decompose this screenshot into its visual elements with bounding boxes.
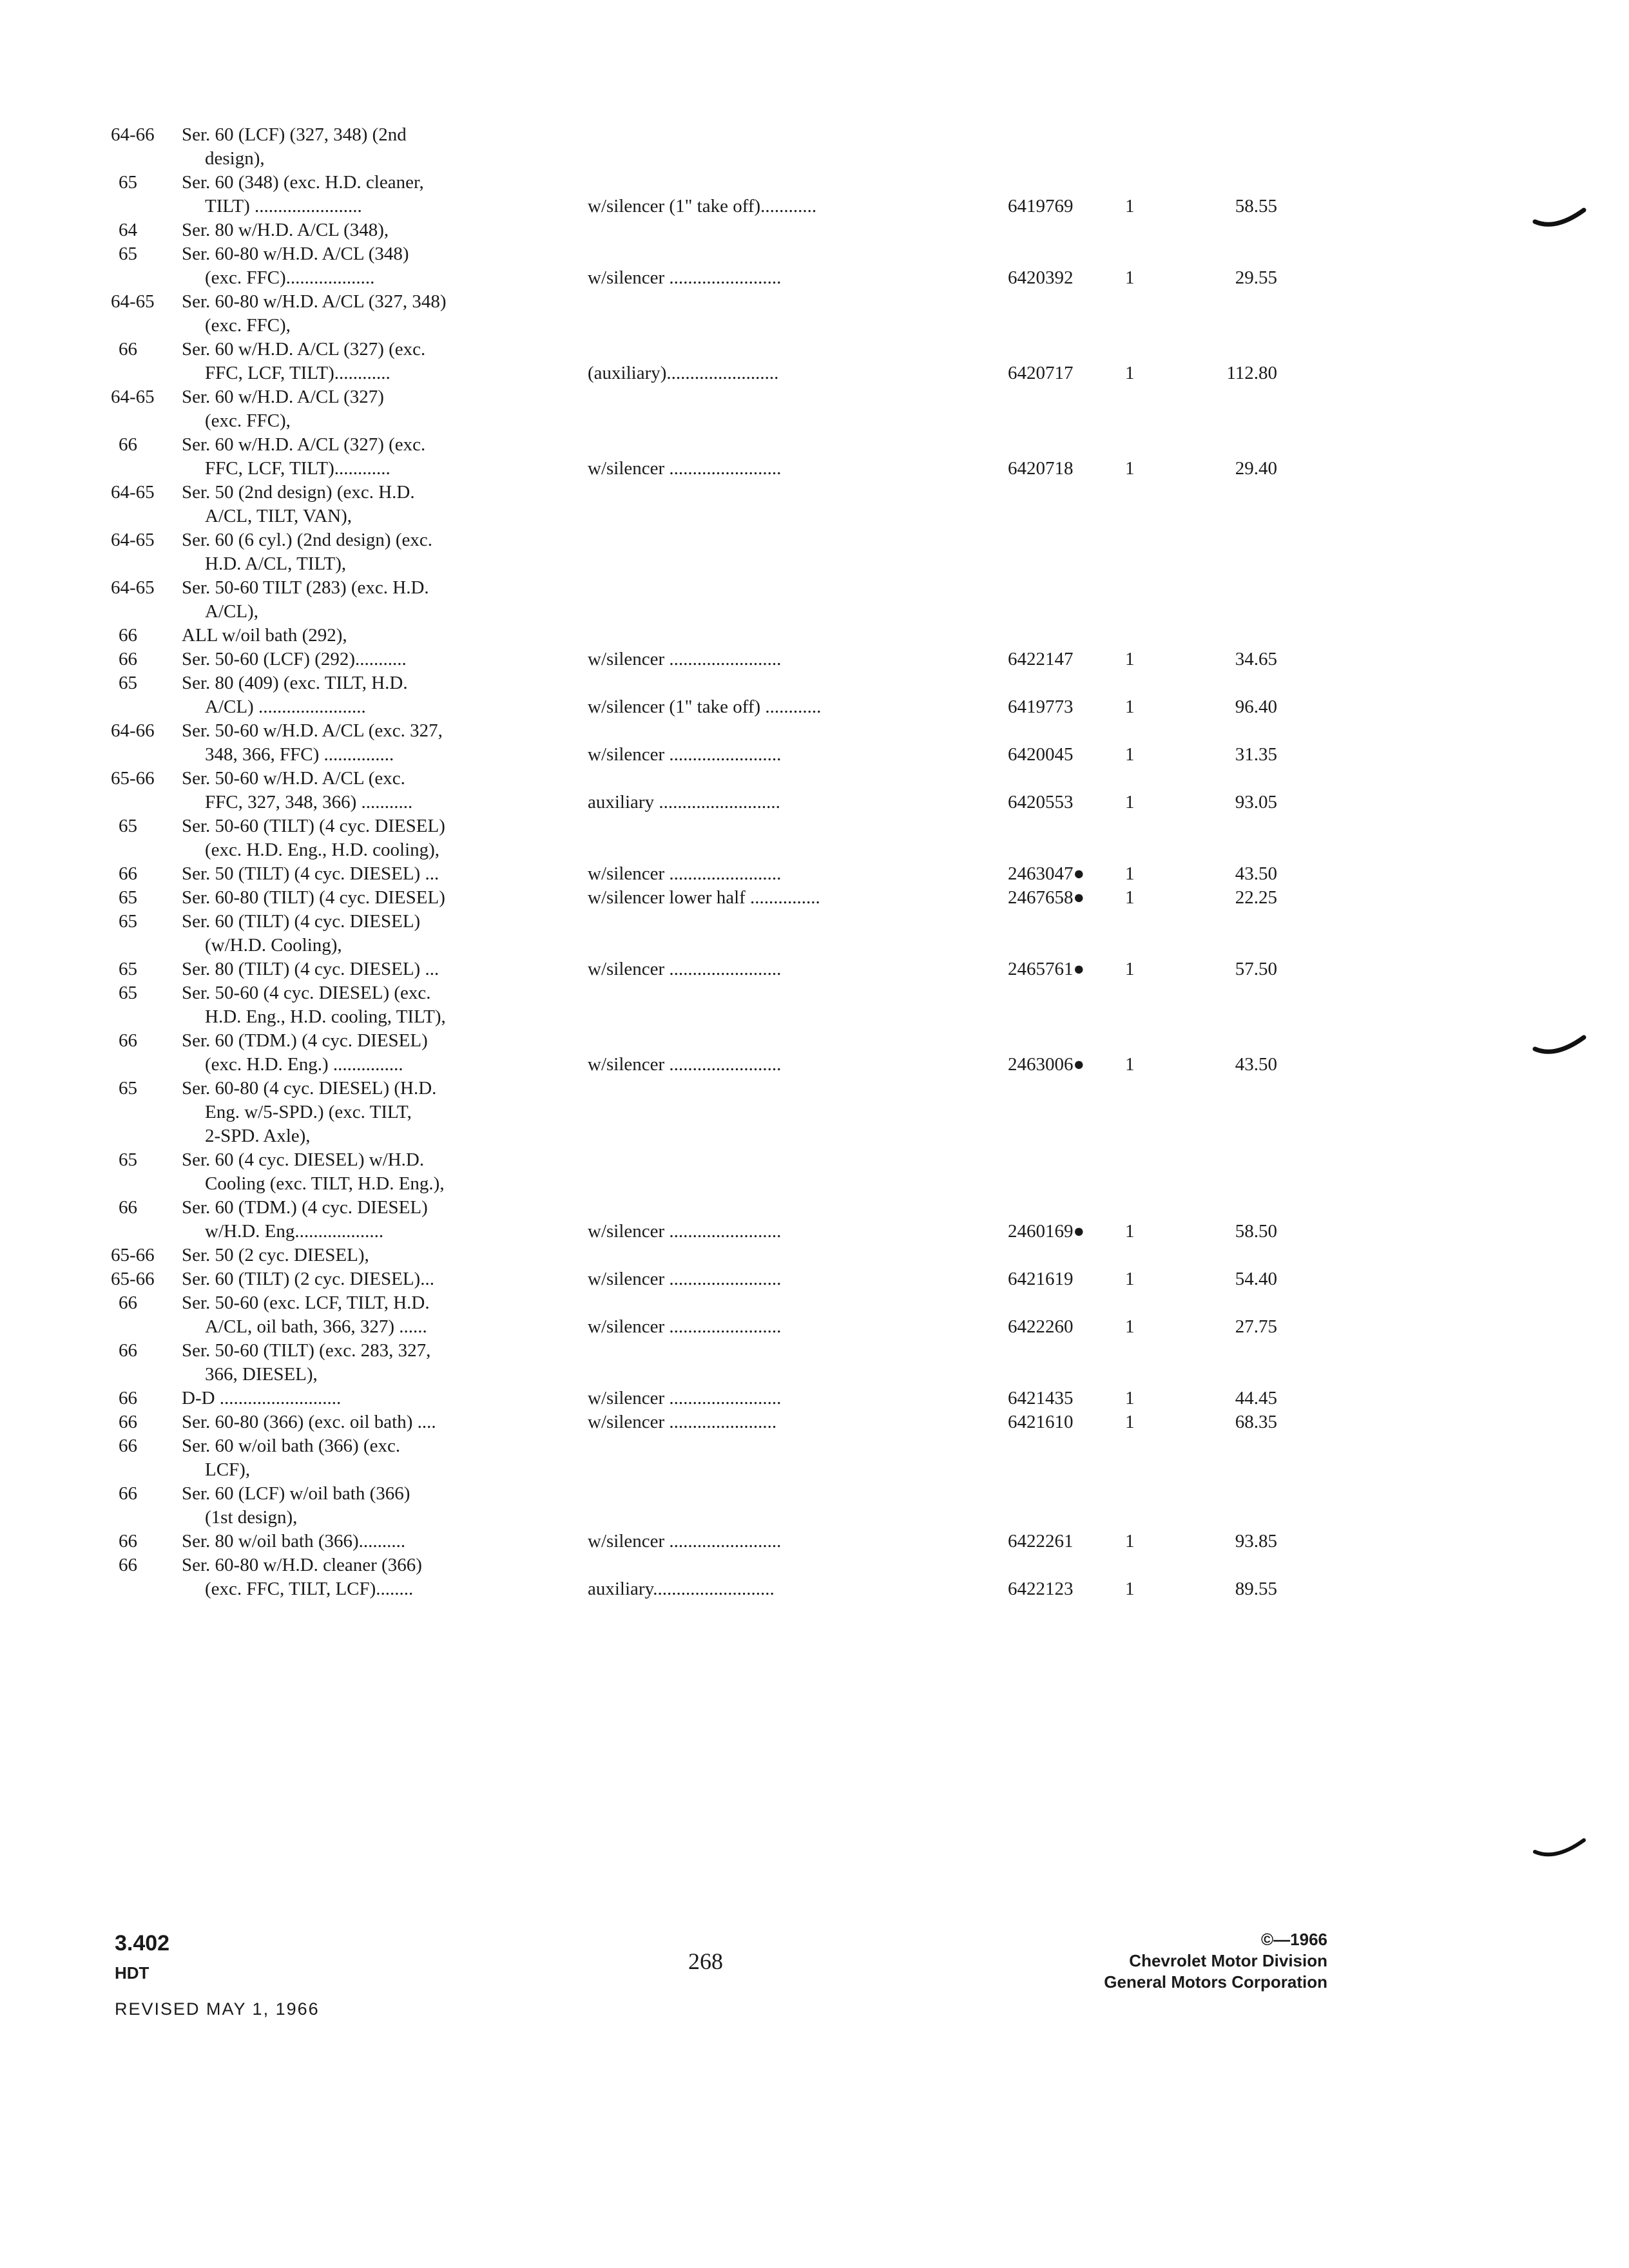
- model-year: 65: [119, 983, 137, 1003]
- application-description: H.D. Eng., H.D. cooling, TILT),: [205, 1006, 446, 1027]
- application-description: design),: [205, 148, 265, 169]
- part-number: 6421610: [1008, 1412, 1074, 1432]
- model-year: 66: [119, 434, 137, 455]
- table-row: [111, 767, 1271, 791]
- model-year: 64-66: [111, 720, 155, 741]
- part-note: w/silencer ........................: [588, 959, 782, 979]
- model-year: 66: [119, 1412, 137, 1432]
- part-note: w/silencer (1" take off)............: [588, 196, 817, 216]
- table-row: [111, 505, 1271, 528]
- table-row: [111, 1220, 1277, 1244]
- price: 112.80: [1226, 363, 1277, 383]
- table-row: [111, 1434, 1271, 1458]
- model-year: 66: [119, 1030, 137, 1051]
- application-description: H.D. A/CL, TILT),: [205, 553, 347, 574]
- application-description: A/CL, TILT, VAN),: [205, 506, 352, 526]
- model-year: 66: [119, 1483, 137, 1504]
- table-row: [111, 528, 1271, 552]
- table-row: [111, 1005, 1271, 1029]
- price: 96.40: [1235, 697, 1277, 717]
- application-description: Ser. 60 (LCF) (327, 348) (2nd: [182, 124, 407, 145]
- table-row: [111, 957, 1277, 981]
- part-number: 2465761●: [1008, 959, 1085, 979]
- application-description: LCF),: [205, 1459, 251, 1480]
- quantity: 1: [1125, 363, 1135, 383]
- application-description: Ser. 50-60 (LCF) (292)...........: [182, 649, 407, 669]
- application-description: Ser. 50-60 (4 cyc. DIESEL) (exc.: [182, 983, 431, 1003]
- application-description: Ser. 60-80 w/H.D. A/CL (348): [182, 244, 409, 264]
- part-note: auxiliary ..........................: [588, 792, 780, 812]
- revision-date: REVISED MAY 1, 1966: [115, 1999, 320, 2019]
- table-row: [111, 576, 1271, 600]
- price: 58.55: [1235, 196, 1277, 216]
- quantity: 1: [1125, 1531, 1135, 1552]
- quantity: 1: [1125, 887, 1135, 908]
- quantity: 1: [1125, 697, 1135, 717]
- table-row: [111, 719, 1271, 743]
- quantity: 1: [1125, 1412, 1135, 1432]
- application-description: FFC, 327, 348, 366) ...........: [205, 792, 413, 812]
- application-description: A/CL),: [205, 601, 258, 622]
- application-description: (exc. FFC)...................: [205, 267, 375, 288]
- model-year: 65-66: [111, 1269, 155, 1289]
- application-description: (exc. H.D. Eng., H.D. cooling),: [205, 840, 440, 860]
- table-row: [111, 242, 1271, 266]
- copyright-block: [967, 1929, 1327, 1993]
- part-note: auxiliary..........................: [588, 1579, 775, 1599]
- table-row: [111, 743, 1277, 767]
- application-description: Ser. 60 w/oil bath (366) (exc.: [182, 1436, 401, 1456]
- part-note: w/silencer ........................: [588, 1388, 782, 1408]
- part-number: 2467658●: [1008, 887, 1085, 908]
- part-number: 6422261: [1008, 1531, 1074, 1552]
- table-row: [111, 1363, 1271, 1387]
- table-row: [111, 195, 1277, 218]
- application-description: Ser. 80 w/oil bath (366)..........: [182, 1531, 406, 1552]
- table-row: [111, 1291, 1271, 1315]
- table-row: [111, 1053, 1277, 1077]
- application-description: FFC, LCF, TILT)............: [205, 458, 390, 479]
- price: 31.35: [1235, 744, 1277, 765]
- model-year: 66: [119, 863, 137, 884]
- application-description: Ser. 60 (TILT) (4 cyc. DIESEL): [182, 911, 421, 932]
- table-row: [111, 624, 1271, 648]
- model-year: 66: [119, 649, 137, 669]
- application-description: Ser. 80 (TILT) (4 cyc. DIESEL) ...: [182, 959, 439, 979]
- part-number: 2463006●: [1008, 1054, 1085, 1075]
- price: 93.05: [1235, 792, 1277, 812]
- table-row: [111, 1077, 1271, 1100]
- application-description: (exc. FFC, TILT, LCF)........: [205, 1579, 414, 1599]
- table-row: [111, 123, 1271, 147]
- application-description: (w/H.D. Cooling),: [205, 935, 342, 956]
- model-year: 64-65: [111, 387, 155, 407]
- model-year: 64-66: [111, 124, 155, 145]
- application-description: Cooling (exc. TILT, H.D. Eng.),: [205, 1173, 445, 1194]
- price: 27.75: [1235, 1316, 1277, 1337]
- part-note: w/silencer .......................: [588, 1412, 777, 1432]
- table-row: [111, 1172, 1271, 1196]
- copyright-year: ©—1966: [1261, 1930, 1327, 1949]
- price: 43.50: [1235, 1054, 1277, 1075]
- table-row: [111, 1196, 1271, 1220]
- table-row: [111, 1267, 1277, 1291]
- application-description: ALL w/oil bath (292),: [182, 625, 347, 646]
- price: 93.85: [1235, 1531, 1277, 1552]
- table-row: [111, 838, 1271, 862]
- application-description: Ser. 60-80 w/H.D. A/CL (327, 348): [182, 291, 447, 312]
- part-number: 6420553: [1008, 792, 1074, 812]
- table-row: [111, 1458, 1271, 1482]
- application-description: Ser. 60 (TILT) (2 cyc. DIESEL)...: [182, 1269, 434, 1289]
- parts-table: [111, 123, 1277, 1601]
- model-year: 65: [119, 959, 137, 979]
- quantity: 1: [1125, 863, 1135, 884]
- part-note: w/silencer lower half ...............: [588, 887, 820, 908]
- table-row: [111, 1029, 1271, 1053]
- application-description: Ser. 60 (TDM.) (4 cyc. DIESEL): [182, 1197, 428, 1218]
- price: 29.40: [1235, 458, 1277, 479]
- application-description: Ser. 60-80 (TILT) (4 cyc. DIESEL): [182, 887, 445, 908]
- model-year: 65-66: [111, 768, 155, 789]
- model-year: 65: [119, 887, 137, 908]
- part-note: w/silencer ........................: [588, 863, 782, 884]
- model-year: 65: [119, 1078, 137, 1099]
- quantity: 1: [1125, 1316, 1135, 1337]
- model-year: 65: [119, 911, 137, 932]
- part-number: 2460169●: [1008, 1221, 1085, 1242]
- price: 68.35: [1235, 1412, 1277, 1432]
- part-note: w/silencer ........................: [588, 649, 782, 669]
- application-description: Ser. 50-60 (TILT) (exc. 283, 327,: [182, 1340, 431, 1361]
- application-description: (1st design),: [205, 1507, 298, 1528]
- model-year: 66: [119, 339, 137, 360]
- quantity: 1: [1125, 267, 1135, 288]
- part-number: 6422147: [1008, 649, 1074, 669]
- model-year: 66: [119, 1388, 137, 1408]
- application-description: Ser. 50 (2nd design) (exc. H.D.: [182, 482, 415, 503]
- application-description: Ser. 60 w/H.D. A/CL (327) (exc.: [182, 339, 426, 360]
- application-description: Ser. 80 w/H.D. A/CL (348),: [182, 220, 389, 240]
- page-number: 268: [688, 1948, 723, 1974]
- part-number: 2463047●: [1008, 863, 1085, 884]
- table-row: [111, 218, 1271, 242]
- table-row: [111, 1315, 1277, 1339]
- model-year: 66: [119, 1197, 137, 1218]
- application-description: 348, 366, FFC) ...............: [205, 744, 394, 765]
- price: 29.55: [1235, 267, 1277, 288]
- part-number: 6420717: [1008, 363, 1074, 383]
- application-description: Ser. 50-60 TILT (283) (exc. H.D.: [182, 577, 429, 598]
- table-row: [111, 433, 1271, 457]
- application-description: Ser. 60-80 w/H.D. cleaner (366): [182, 1555, 422, 1575]
- table-row: [111, 1577, 1277, 1601]
- table-row: [111, 409, 1271, 433]
- price: 89.55: [1235, 1579, 1277, 1599]
- table-row: [111, 361, 1277, 385]
- application-description: Ser. 50-60 (exc. LCF, TILT, H.D.: [182, 1293, 430, 1313]
- model-year: 65: [119, 816, 137, 836]
- table-row: [111, 934, 1271, 957]
- application-description: 366, DIESEL),: [205, 1364, 318, 1385]
- application-description: Ser. 60-80 (366) (exc. oil bath) ....: [182, 1412, 436, 1432]
- application-description: 2-SPD. Axle),: [205, 1126, 311, 1146]
- model-year: 64-65: [111, 577, 155, 598]
- table-row: [111, 886, 1277, 910]
- quantity: 1: [1125, 1054, 1135, 1075]
- model-year: 65: [119, 244, 137, 264]
- model-year: 66: [119, 1436, 137, 1456]
- quantity: 1: [1125, 1579, 1135, 1599]
- application-description: Ser. 60 w/H.D. A/CL (327): [182, 387, 384, 407]
- part-number: 6422260: [1008, 1316, 1074, 1337]
- model-year: 65-66: [111, 1245, 155, 1265]
- part-number: 6419769: [1008, 196, 1074, 216]
- price: 54.40: [1235, 1269, 1277, 1289]
- application-description: (exc. H.D. Eng.) ...............: [205, 1054, 403, 1075]
- table-row: [111, 695, 1277, 719]
- application-description: (exc. FFC),: [205, 315, 291, 336]
- application-description: Ser. 60 (348) (exc. H.D. cleaner,: [182, 172, 424, 193]
- part-note: (auxiliary)........................: [588, 363, 779, 383]
- table-row: [111, 338, 1271, 361]
- application-description: Ser. 60 (4 cyc. DIESEL) w/H.D.: [182, 1149, 425, 1170]
- application-description: Ser. 60 w/H.D. A/CL (327) (exc.: [182, 434, 426, 455]
- table-row: [111, 648, 1277, 671]
- table-row: [111, 290, 1271, 314]
- application-description: Ser. 50-60 w/H.D. A/CL (exc. 327,: [182, 720, 443, 741]
- table-row: [111, 910, 1271, 934]
- table-row: [111, 1482, 1271, 1506]
- part-number: 6420718: [1008, 458, 1074, 479]
- corporation-name: General Motors Corporation: [1104, 1972, 1327, 1992]
- table-row: [111, 671, 1271, 695]
- quantity: 1: [1125, 959, 1135, 979]
- application-description: Ser. 50 (2 cyc. DIESEL),: [182, 1245, 369, 1265]
- part-note: w/silencer ........................: [588, 1054, 782, 1075]
- model-year: 64-65: [111, 291, 155, 312]
- table-row: [111, 1124, 1271, 1148]
- part-note: w/silencer ........................: [588, 1221, 782, 1242]
- application-description: FFC, LCF, TILT)............: [205, 363, 390, 383]
- part-number: 6421619: [1008, 1269, 1074, 1289]
- price: 58.50: [1235, 1221, 1277, 1242]
- table-row: [111, 1387, 1277, 1410]
- application-description: Ser. 60 (6 cyl.) (2nd design) (exc.: [182, 530, 432, 550]
- table-row: [111, 1410, 1277, 1434]
- price: 44.45: [1235, 1388, 1277, 1408]
- table-row: [111, 481, 1271, 505]
- part-number: 6422123: [1008, 1579, 1074, 1599]
- quantity: 1: [1125, 1221, 1135, 1242]
- application-description: Eng. w/5-SPD.) (exc. TILT,: [205, 1102, 412, 1122]
- part-number: 6420045: [1008, 744, 1074, 765]
- table-row: [111, 1100, 1271, 1124]
- application-description: Ser. 80 (409) (exc. TILT, H.D.: [182, 673, 408, 693]
- model-year: 64-65: [111, 482, 155, 503]
- table-row: [111, 266, 1277, 290]
- price: 22.25: [1235, 887, 1277, 908]
- table-row: [111, 981, 1271, 1005]
- quantity: 1: [1125, 1388, 1135, 1408]
- product-line: HDT: [115, 1963, 149, 1983]
- application-description: Ser. 60 (LCF) w/oil bath (366): [182, 1483, 410, 1504]
- table-row: [111, 814, 1271, 838]
- application-description: D-D ..........................: [182, 1388, 342, 1408]
- check-mark-icon: [1532, 1032, 1586, 1061]
- division-name: Chevrolet Motor Division: [1129, 1951, 1327, 1970]
- price: 43.50: [1235, 863, 1277, 884]
- application-description: Ser. 60-80 (4 cyc. DIESEL) (H.D.: [182, 1078, 437, 1099]
- table-row: [111, 171, 1271, 195]
- table-row: [111, 791, 1277, 814]
- part-note: w/silencer ........................: [588, 1316, 782, 1337]
- part-number: 6420392: [1008, 267, 1074, 288]
- section-code: 3.402: [115, 1931, 170, 1956]
- quantity: 1: [1125, 458, 1135, 479]
- table-row: [111, 457, 1277, 481]
- application-description: TILT) .......................: [205, 196, 362, 216]
- quantity: 1: [1125, 792, 1135, 812]
- part-number: 6421435: [1008, 1388, 1074, 1408]
- quantity: 1: [1125, 196, 1135, 216]
- model-year: 65: [119, 1149, 137, 1170]
- model-year: 66: [119, 1555, 137, 1575]
- table-row: [111, 314, 1271, 338]
- model-year: 65: [119, 172, 137, 193]
- model-year: 65: [119, 673, 137, 693]
- part-note: w/silencer ........................: [588, 267, 782, 288]
- model-year: 66: [119, 1340, 137, 1361]
- table-row: [111, 862, 1277, 886]
- application-description: Ser. 50-60 (TILT) (4 cyc. DIESEL): [182, 816, 445, 836]
- table-row: [111, 1530, 1277, 1553]
- table-row: [111, 385, 1271, 409]
- table-row: [111, 600, 1271, 624]
- table-row: [111, 1506, 1271, 1530]
- application-description: w/H.D. Eng...................: [205, 1221, 384, 1242]
- part-note: w/silencer ........................: [588, 458, 782, 479]
- check-mark-icon: [1532, 1835, 1586, 1863]
- quantity: 1: [1125, 649, 1135, 669]
- application-description: A/CL, oil bath, 366, 327) ......: [205, 1316, 427, 1337]
- model-year: 64-65: [111, 530, 155, 550]
- check-mark-icon: [1532, 205, 1586, 233]
- part-note: w/silencer ........................: [588, 744, 782, 765]
- part-note: w/silencer ........................: [588, 1531, 782, 1552]
- table-row: [111, 147, 1271, 171]
- table-row: [111, 1553, 1271, 1577]
- model-year: 66: [119, 1293, 137, 1313]
- model-year: 66: [119, 625, 137, 646]
- part-note: w/silencer (1" take off) ............: [588, 697, 822, 717]
- application-description: (exc. FFC),: [205, 410, 291, 431]
- application-description: Ser. 50-60 w/H.D. A/CL (exc.: [182, 768, 405, 789]
- model-year: 66: [119, 1531, 137, 1552]
- table-row: [111, 1148, 1271, 1172]
- part-number: 6419773: [1008, 697, 1074, 717]
- application-description: Ser. 60 (TDM.) (4 cyc. DIESEL): [182, 1030, 428, 1051]
- table-row: [111, 1244, 1271, 1267]
- quantity: 1: [1125, 744, 1135, 765]
- table-row: [111, 1339, 1271, 1363]
- price: 34.65: [1235, 649, 1277, 669]
- application-description: A/CL) .......................: [205, 697, 366, 717]
- quantity: 1: [1125, 1269, 1135, 1289]
- table-row: [111, 552, 1271, 576]
- model-year: 64: [119, 220, 137, 240]
- price: 57.50: [1235, 959, 1277, 979]
- part-note: w/silencer ........................: [588, 1269, 782, 1289]
- application-description: Ser. 50 (TILT) (4 cyc. DIESEL) ...: [182, 863, 439, 884]
